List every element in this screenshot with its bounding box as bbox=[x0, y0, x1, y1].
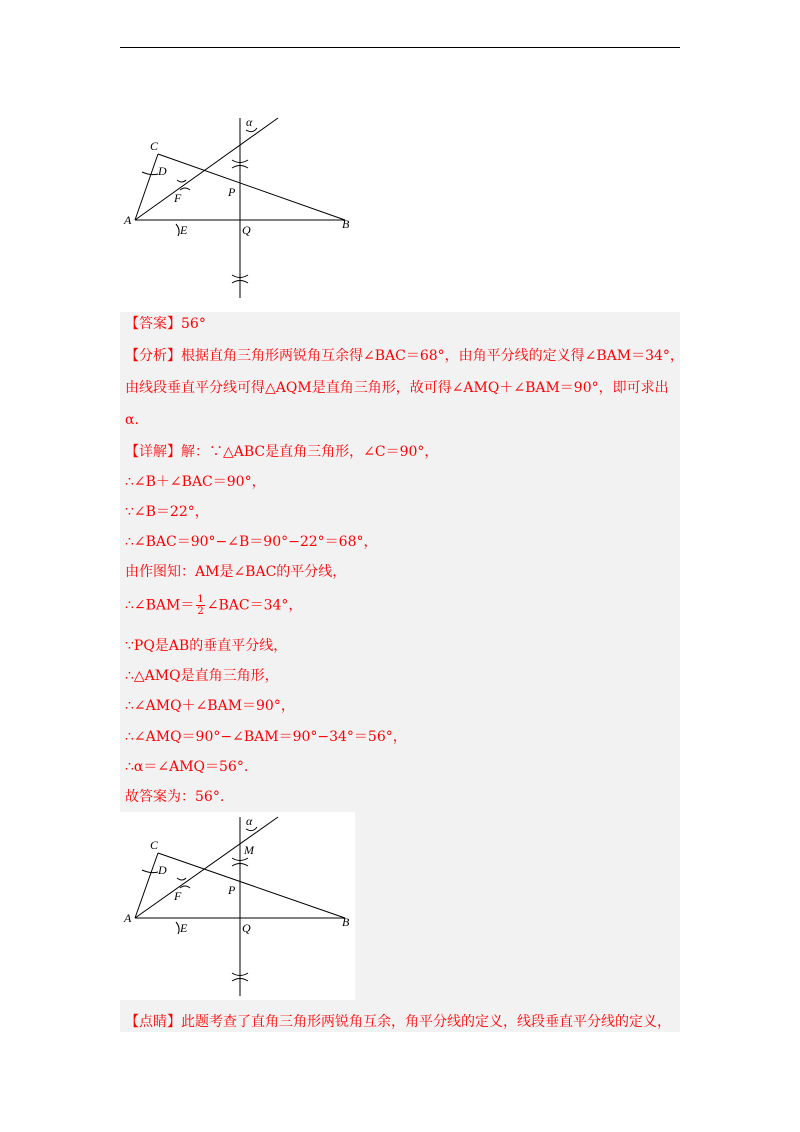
ray-am bbox=[135, 118, 278, 220]
label-p: P bbox=[228, 883, 236, 897]
detail-line-7: ∵PQ是AB的垂直平分线， bbox=[125, 638, 288, 654]
answer-line: 【答案】56° bbox=[125, 316, 206, 332]
label-b: B bbox=[342, 915, 350, 929]
analysis-line-2: 由线段垂直平分线可得△AQM是直角三角形，故可得∠AMQ＋∠BAM＝90°，即可求出 bbox=[125, 380, 669, 396]
triangle-construction-diagram-with-m bbox=[120, 812, 355, 1000]
detail-line-4: ∴∠BAC＝90°−∠B＝90°−22°＝68°， bbox=[125, 534, 378, 550]
fraction-denominator: 2 bbox=[197, 606, 204, 617]
detail-line-12: 故答案为：56°. bbox=[125, 789, 225, 805]
detail-line-5: 由作图知：AM是∠BAC的平分线， bbox=[125, 564, 347, 580]
label-f: F bbox=[174, 889, 182, 903]
detail-line-1: 【详解】解：∵△ABC是直角三角形，∠C＝90°， bbox=[125, 444, 439, 460]
detail-line-2: ∴∠B＋∠BAC＝90°， bbox=[125, 474, 266, 490]
detail-line-6 bbox=[125, 594, 302, 617]
detail-line-8: ∴△AMQ是直角三角形， bbox=[125, 668, 279, 684]
header-rule bbox=[120, 47, 680, 48]
label-b: B bbox=[342, 217, 350, 231]
label-f: F bbox=[174, 191, 182, 205]
segment-ac bbox=[135, 853, 158, 918]
label-e: E bbox=[180, 921, 188, 935]
label-d: D bbox=[158, 863, 167, 877]
label-m: M bbox=[244, 843, 254, 857]
label-q: Q bbox=[242, 223, 251, 237]
analysis-line-1: 【分析】根据直角三角形两锐角互余得∠BAC＝68°，由角平分线的定义得∠BAM＝34°， bbox=[125, 348, 684, 364]
detail-line-3: ∵∠B＝22°， bbox=[125, 504, 209, 520]
label-alpha: α bbox=[246, 115, 253, 129]
segment-ac bbox=[135, 154, 158, 220]
fraction-one-half bbox=[196, 594, 204, 617]
detail-line-11: ∴α＝∠AMQ＝56°. bbox=[125, 759, 249, 775]
label-c: C bbox=[150, 139, 159, 153]
segment-cb bbox=[158, 154, 345, 220]
geometry-figure-2 bbox=[120, 812, 355, 1000]
label-c: C bbox=[150, 838, 159, 852]
detail-line-10: ∴∠AMQ＝90°−∠BAM＝90°−34°＝56°， bbox=[125, 729, 407, 745]
analysis-line-3: α. bbox=[125, 412, 139, 428]
label-d: D bbox=[158, 164, 167, 178]
label-q: Q bbox=[242, 921, 251, 935]
geometry-figure-1 bbox=[120, 112, 360, 302]
fraction-numerator: 1 bbox=[197, 594, 204, 605]
detail-line-9: ∴∠AMQ＋∠BAM＝90°， bbox=[125, 698, 295, 714]
label-e: E bbox=[180, 223, 188, 237]
detail-line-6-pre: ∴∠BAM＝ bbox=[125, 597, 195, 614]
detail-line-6-post: ∠BAC＝34°， bbox=[206, 597, 303, 614]
segment-cb bbox=[158, 853, 345, 918]
label-a: A bbox=[124, 213, 132, 227]
label-p: P bbox=[228, 185, 236, 199]
triangle-construction-diagram bbox=[120, 112, 360, 302]
comment-line: 【点睛】此题考查了直角三角形两锐角互余，角平分线的定义，线段垂直平分线的定义， bbox=[125, 1014, 671, 1030]
ray-am bbox=[135, 817, 278, 918]
label-alpha: α bbox=[246, 814, 253, 828]
label-a: A bbox=[124, 911, 132, 925]
